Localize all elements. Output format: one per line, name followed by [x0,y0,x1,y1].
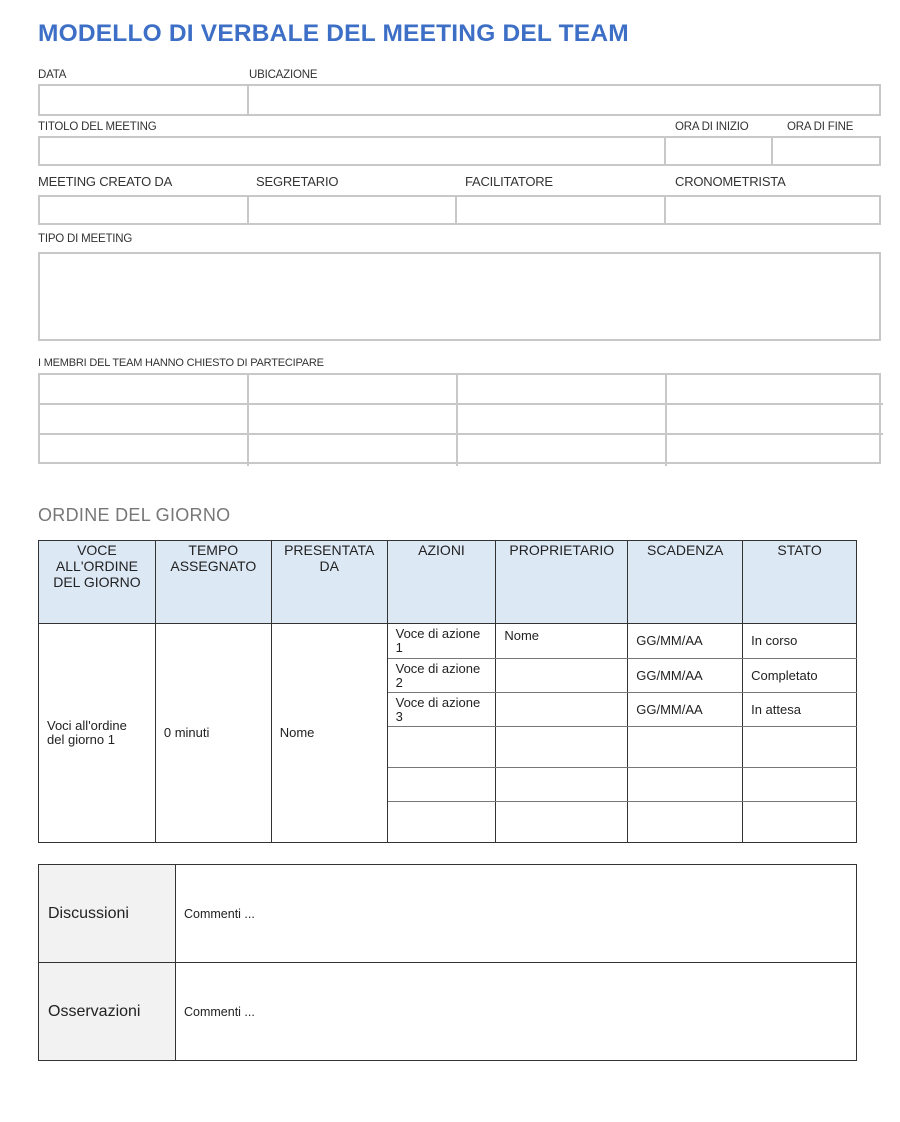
segretario-field[interactable] [249,195,457,225]
label-titolo: TITOLO DEL MEETING [38,121,157,133]
scadenza-cell[interactable]: GG/MM/AA [628,659,743,693]
scadenza-cell[interactable] [628,802,743,843]
team-member-cell[interactable] [249,375,458,405]
facilitatore-field[interactable] [457,195,666,225]
col-header-tempo: TEMPO ASSEGNATO [155,541,271,624]
col-header-voce: VOCE ALL'ORDINE DEL GIORNO [39,541,156,624]
team-member-cell[interactable] [667,375,883,405]
osservazioni-label: Osservazioni [39,963,176,1061]
scadenza-cell[interactable] [628,768,743,802]
azione-cell[interactable] [387,802,496,843]
cronometrista-field[interactable] [666,195,881,225]
team-members-grid [38,373,881,464]
tipo-meeting-field[interactable] [38,252,881,341]
section-title-agenda: ORDINE DEL GIORNO [38,505,231,525]
ubicazione-field[interactable] [249,84,881,116]
label-team-members: I MEMBRI DEL TEAM HANNO CHIESTO DI PARTECIPARE [38,357,324,369]
team-member-cell[interactable] [667,405,883,435]
label-facilitatore: FACILITATORE [465,174,553,189]
col-header-presentata: PRESENTATA DA [271,541,387,624]
azione-cell[interactable]: Voce di azione 3 [387,693,496,727]
scadenza-cell[interactable]: GG/MM/AA [628,693,743,727]
proprietario-cell[interactable] [496,727,628,768]
team-member-cell[interactable] [458,435,667,466]
label-cronometrista: CRONOMETRISTA [675,174,786,189]
agenda-item-cell[interactable]: Voci all'ordine del giorno 1 [39,624,156,843]
proprietario-cell[interactable] [496,768,628,802]
col-header-azioni: AZIONI [387,541,496,624]
team-member-cell[interactable] [40,405,249,435]
data-field[interactable] [38,84,249,116]
stato-cell[interactable]: Completato [743,659,857,693]
team-member-cell[interactable] [458,405,667,435]
ora-fine-field[interactable] [773,136,881,166]
stato-cell[interactable] [743,802,857,843]
col-header-scadenza: SCADENZA [628,541,743,624]
stato-cell[interactable]: In corso [743,624,857,659]
label-ubicazione: UBICAZIONE [249,69,318,81]
label-ora-fine: ORA DI FINE [787,121,854,133]
team-member-cell[interactable] [249,405,458,435]
osservazioni-comments[interactable]: Commenti ... [176,963,857,1061]
presentata-cell[interactable]: Nome [271,624,387,843]
azione-cell[interactable]: Voce di azione 1 [387,624,496,659]
agenda-header-row [39,541,857,624]
discussioni-comments[interactable]: Commenti ... [176,865,857,963]
notes-table [38,864,857,1061]
creato-da-field[interactable] [38,195,249,225]
stato-cell[interactable]: In attesa [743,693,857,727]
stato-cell[interactable] [743,768,857,802]
tempo-cell[interactable]: 0 minuti [155,624,271,843]
team-member-cell[interactable] [249,435,458,466]
notes-row-discussioni [39,865,857,963]
col-header-stato: STATO [743,541,857,624]
team-member-cell[interactable] [458,375,667,405]
proprietario-cell[interactable] [496,659,628,693]
table-row [39,624,857,659]
proprietario-cell[interactable] [496,802,628,843]
team-member-cell[interactable] [40,375,249,405]
titolo-field[interactable] [38,136,666,166]
team-member-cell[interactable] [667,435,883,466]
label-ora-inizio: ORA DI INIZIO [675,121,749,133]
stato-cell[interactable] [743,727,857,768]
azione-cell[interactable] [387,768,496,802]
agenda-table [38,540,857,843]
notes-row-osservazioni [39,963,857,1061]
azione-cell[interactable] [387,727,496,768]
label-creato-da: MEETING CREATO DA [38,174,173,189]
col-header-proprietario: PROPRIETARIO [496,541,628,624]
proprietario-cell[interactable] [496,693,628,727]
label-data: DATA [38,69,67,81]
team-member-cell[interactable] [40,435,249,466]
page-title: MODELLO DI VERBALE DEL MEETING DEL TEAM [38,20,629,47]
discussioni-label: Discussioni [39,865,176,963]
ora-inizio-field[interactable] [666,136,773,166]
label-segretario: SEGRETARIO [256,174,339,189]
proprietario-cell[interactable]: Nome [496,624,628,659]
label-tipo: TIPO DI MEETING [38,233,133,245]
scadenza-cell[interactable]: GG/MM/AA [628,624,743,659]
azione-cell[interactable]: Voce di azione 2 [387,659,496,693]
scadenza-cell[interactable] [628,727,743,768]
